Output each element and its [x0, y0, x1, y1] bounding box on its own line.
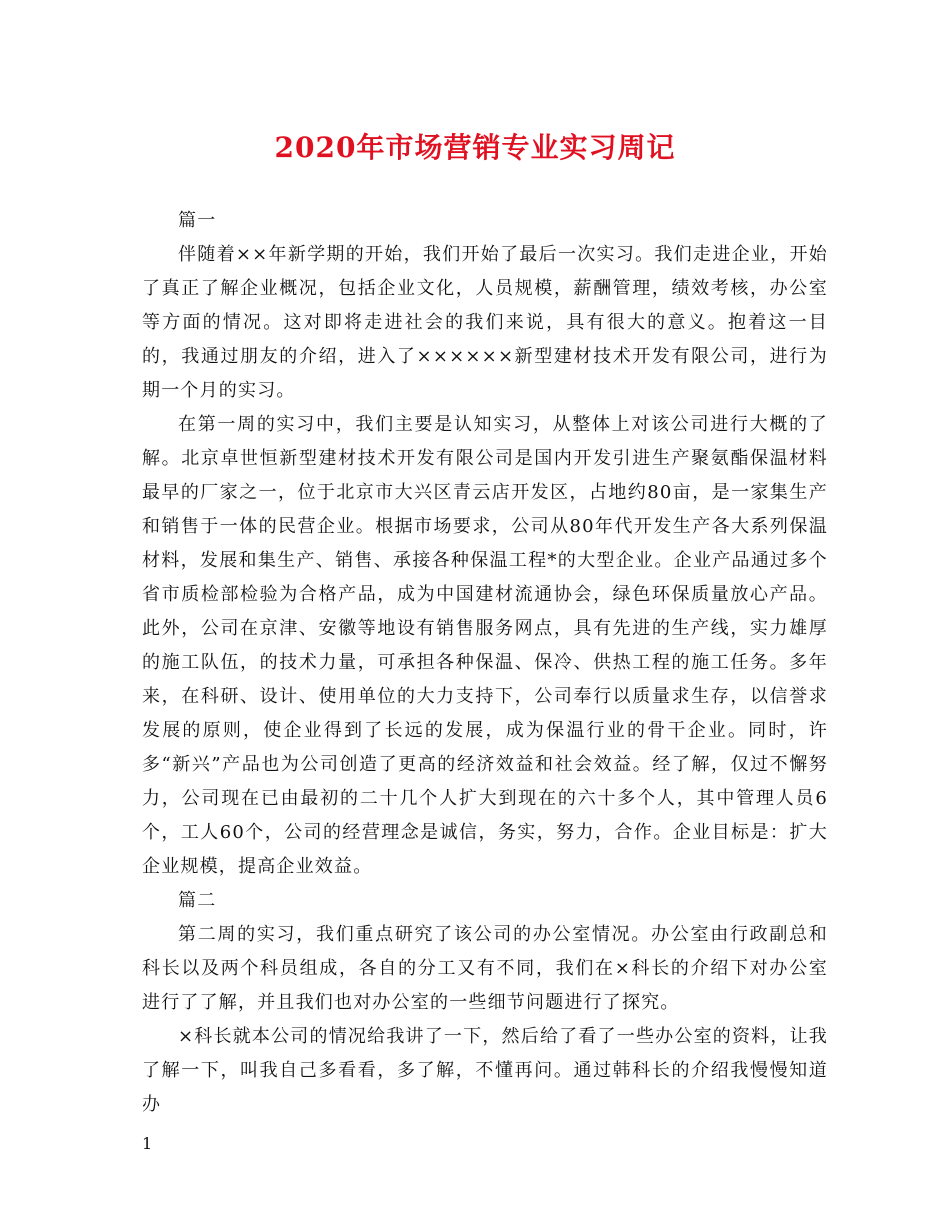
document-title: 2020年市场营销专业实习周记: [274, 131, 676, 164]
paragraph: 伴随着××年新学期的开始，我们开始了最后一次实习。我们走进企业，开始了真正了解企业概况，包括企业文化，人员规模，薪酬管理，绩效考核，办公室等方面的情况。这对即将走进社会的我们来说，具有很大的意义。抱着这一目的，我通过朋友的介绍，进入了××××××新型建材技术开发有限公司，进行为期一个月的实习。: [142, 244, 828, 401]
paragraph: ×科长就本公司的情况给我讲了一下，然后给了看了一些办公室的资料，让我了解一下，叫我自己多看看，多了解，不懂再问。通过韩科长的介绍我慢慢知道办: [142, 1026, 828, 1115]
document-body: [142, 204, 828, 1122]
section-heading-2: 篇二: [178, 890, 217, 911]
page-number: 1: [142, 1134, 153, 1153]
section-heading-1: 篇一: [178, 210, 217, 231]
paragraph: 在第一周的实习中，我们主要是认知实习，从整体上对该公司进行大概的了解。北京卓世恒新型建材技术开发有限公司是国内开发引进生产聚氨酯保温材料最早的厂家之一，位于北京市大兴区青云店开发区，占地约80亩，是一家集生产和销售于一体的民营企业。根据市场要求，公司从80年代开发生产各大系列保温材料，发展和集生产、销售、承接各种保温工程*的大型企业。企业产品通过多个省市质检部检验为合格产品，成为中国建材流通协会，绿色环保质量放心产品。此外，公司在京津、安徽等地设有销售服务网点，具有先进的生产线，实力雄厚的施工队伍，的技术力量，可承担各种保温、保冷、供热工程的施工任务。多年来，在科研、设计、使用单位的大力支持下，公司奉行以质量求生存，以信誉求发展的原则，使企业得到了长远的发展，成为保温行业的骨干企业。同时，许多“新兴”产品也为公司创造了更高的经济效益和社会效益。经了解，仅过不懈努力，公司现在已由最初的二十几个人扩大到现在的六十多个人，其中管理人员6个，工人60个，公司的经营理念是诚信，务实，努力，合作。企业目标是：扩大企业规模，提高企业效益。: [142, 414, 828, 877]
paragraph: 第二周的实习，我们重点研究了该公司的办公室情况。办公室由行政副总和科长以及两个科员组成，各自的分工又有不同，我们在×科长的介绍下对办公室进行了了解，并且我们也对办公室的一些细节问题进行了探究。: [142, 924, 828, 1013]
